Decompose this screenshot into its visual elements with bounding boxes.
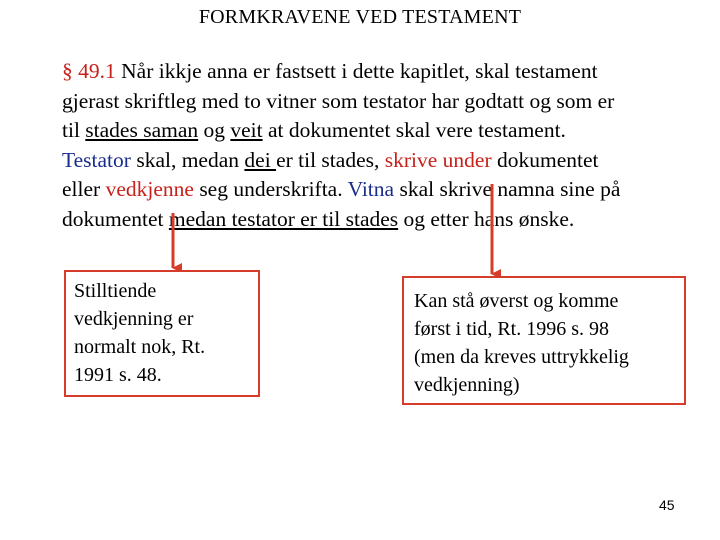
slide-title: FORMKRAVENE VED TESTAMENT bbox=[198, 6, 522, 28]
paragraph-text: at dokumentet skal vere testament. bbox=[262, 118, 566, 142]
note-box-stilltiende bbox=[64, 270, 260, 397]
paragraph-text: dokumentet bbox=[491, 147, 599, 172]
section-number: § 49.1 bbox=[62, 59, 116, 83]
highlight-skrive-under: skrive under bbox=[384, 147, 492, 172]
underlined-word-veit: veit bbox=[230, 118, 263, 142]
highlight-testator: Testator bbox=[62, 147, 131, 172]
paragraph-line-2: gjerast skriftleg med to vitner som testator har godtatt og som er bbox=[62, 88, 615, 113]
note-line: 1991 s. 48. bbox=[74, 364, 162, 386]
note-line: Kan stå øverst og komme bbox=[414, 290, 619, 312]
paragraph-text: og etter hans ønske. bbox=[398, 206, 575, 231]
paragraph-text: til bbox=[62, 118, 86, 142]
underlined-phrase-stades-saman: stades saman bbox=[85, 118, 199, 142]
highlight-vedkjenne: vedkjenne bbox=[105, 177, 194, 201]
paragraph-text: seg underskrifta. bbox=[193, 177, 348, 201]
note-line: vedkjenning) bbox=[414, 374, 520, 396]
paragraph-text: skal skrive namna sine på bbox=[394, 177, 621, 201]
underlined-word-dei: dei bbox=[244, 147, 277, 172]
paragraph-text: og bbox=[198, 118, 231, 142]
underlined-phrase-medan-testator: medan testator er til stades bbox=[168, 206, 399, 231]
note-line: Stilltiende bbox=[74, 280, 157, 302]
note-line: (men da kreves uttrykkelig bbox=[414, 346, 629, 368]
paragraph-text: skal, medan bbox=[130, 147, 245, 172]
highlight-vitna: Vitna bbox=[347, 177, 395, 201]
note-line: vedkjenning er bbox=[74, 308, 194, 330]
paragraph-text: dokumentet bbox=[62, 206, 169, 231]
paragraph-text: eller bbox=[62, 177, 106, 201]
paragraph-text: er til stades, bbox=[276, 147, 385, 172]
note-line: normalt nok, Rt. bbox=[74, 336, 206, 358]
note-box-signature-position bbox=[402, 276, 686, 405]
note-line: først i tid, Rt. 1996 s. 98 bbox=[414, 318, 610, 340]
paragraph-text: Når ikkje anna er fastsett i dette kapitlet, skal testament bbox=[115, 59, 598, 83]
page-number: 45 bbox=[659, 497, 675, 513]
